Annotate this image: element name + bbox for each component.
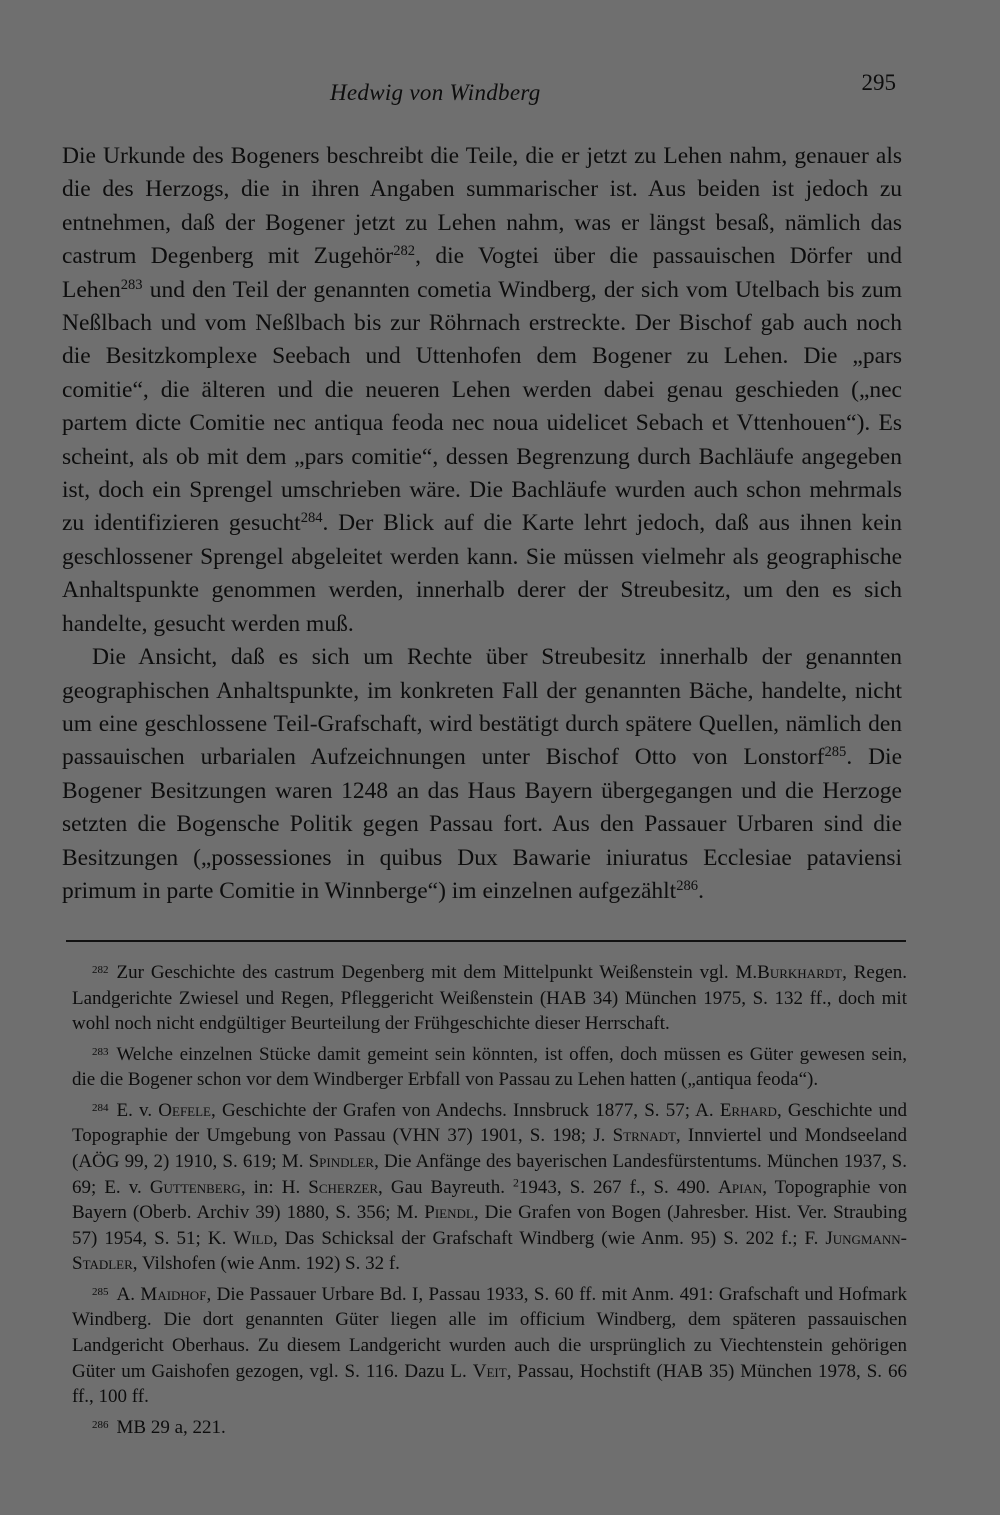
footnote-ref-286[interactable]: 286 bbox=[676, 877, 699, 894]
footnote-number: 283 bbox=[92, 1045, 109, 1058]
paragraph-2: Die Ansicht, daß es sich um Rechte über Streubesitz innerhalb der genannten geographischen Anhaltspunkte, im konkreten Fall der genannten Bäche, handelte, nicht um eine geschlossene Teil-Grafschaft, wird bestätigt durch spätere Quellen, nämlich den passauischen urbarialen Aufzeichnungen unter Bischof Otto von Lonstorf$^{285}$. Die Bogener Besitzungen waren 1248 an das Haus Bayern übergegangen und die Herzoge setzten die Bogensche Politik gegen Passau fort. Aus den Passauer Urbaren sind die Besitzungen („possessiones in quibus Dux Bawarie iniuratus Ecclesiae pataviensi primum in parte Comitie in Winnberge“) im einzelnen aufgezählt$^{286}$. bbox=[62, 644, 902, 904]
footnote-ref-284[interactable]: 284 bbox=[300, 510, 323, 527]
footnote-ref-283[interactable]: 283 bbox=[120, 276, 143, 293]
footnote-285: 285 A. Maidhof, Die Passauer Urbare Bd. I, Passau 1933, S. 60 ff. mit Anm. 491: Grafschaft und Hofmark Windberg. Die dort genannten Güter liegen alle im officium Windberg, dem späteren passauischen Landgericht Oberhaus. Zu diesem Landgericht wurden auch die ursprünglich zu Viechtenstein gehörigen Güter um Gaishofen gezogen, vgl. S. 116. Dazu L. Veit, Passau, Hochstift (HAB 35) München 1978, S. 66 ff., 100 ff. bbox=[72, 1280, 907, 1410]
footnote-284: 284 E. v. Oefele, Geschichte der Grafen von Andechs. Innsbruck 1877, S. 57; A. Erhard, Geschichte und Topographie der Umgebung von Passau (VHN 37) 1901, S. 198; J. Strnadt, Innviertel und Mondseeland (AÖG 99, 2) 1910, S. 619; M. Spindler, Die Anfänge des bayerischen Landesfürstentums. München 1937, S. 69; E. v. Guttenberg, in: H. Scherzer, Gau Bayreuth. $^2$1943, S. 267 f., S. 490. Apian, Topographie von Bayern (Oberb. Archiv 39) 1880, S. 356; M. Piendl, Die Grafen von Bogen (Jahresber. Hist. Ver. Straubing 57) 1954, S. 51; K. Wild, Das Schicksal der Grafschaft Windberg (wie Anm. 95) S. 202 f.; F. Jungmann-Stadler, Vilshofen (wie Anm. 192) S. 32 f. bbox=[72, 1096, 907, 1277]
footnote-283: 283 Welche einzelnen Stücke damit gemeint sein könnten, ist offen, doch müssen es Güter gewesen sein, die die Bogener schon vor dem Windberger Erbfall von Passau zu Lehen hatten („antiqua feoda“). bbox=[72, 1040, 907, 1093]
footnote-286: 286 MB 29 a, 221. bbox=[72, 1413, 907, 1441]
footnote-number: 286 bbox=[92, 1418, 109, 1431]
footnote-ref-285[interactable]: 285 bbox=[824, 744, 847, 761]
running-head bbox=[60, 70, 896, 110]
footnote-divider bbox=[66, 940, 906, 942]
footnote-ref-282[interactable]: 282 bbox=[393, 243, 416, 260]
running-title: Hedwig von Windberg bbox=[330, 80, 541, 105]
footnote-number: 282 bbox=[92, 964, 109, 976]
footnote-282: 282 Zur Geschichte des castrum Degenberg mit dem Mittelpunkt Weißenstein vgl. M.Burkhardt, Regen. Landgerichte Zwiesel und Regen, Pfleggericht Weißenstein (HAB 34) München 1975, S. 132 ff., doch mit wohl noch nicht endgültiger Beurteilung der Frühgeschichte dieser Herrschaft. bbox=[72, 958, 907, 1037]
main-text bbox=[62, 140, 902, 908]
page-number: 295 bbox=[861, 70, 896, 95]
footnote-number: 284 bbox=[92, 1101, 109, 1114]
footnote-number: 285 bbox=[92, 1285, 109, 1298]
footnotes bbox=[72, 958, 907, 1443]
paragraph-1: Die Urkunde des Bogeners beschreibt die Teile, die er jetzt zu Lehen nahm, genauer als die des Herzogs, die in ihren Angaben summarischer ist. Aus beiden ist jedoch zu entnehmen, daß der Bogener jetzt zu Lehen nahm, was er längst besaß, nämlich das castrum Degenberg mit Zugehör$^{282}$, die Vogtei über die passauischen Dörfer und Lehen$^{283}$ und den Teil der genannten cometia Windberg, der sich vom Utelbach bis zum Neßlbach und vom Neßlbach bis zur Röhrnach erstreckte. Der Bischof gab auch noch die Besitzkomplexe Seebach und Uttenhofen dem Bogener zu Lehen. Die „pars comitie“, die älteren und die neueren Lehen werden dabei genau geschieden („nec partem dicte Comitie nec antiqua feoda nec noua uidelicet Sebach et Vttenhouen“). Es scheint, als ob mit dem „pars comitie“, dessen Begrenzung durch Bachläufe angegeben ist, doch ein Sprengel umschrieben wäre. Die Bachläufe wurden auch schon mehrmals zu identifizieren gesucht$^{284}$. Der Blick auf die Karte lehrt jedoch, daß aus ihnen kein geschlossener Sprengel abgeleitet werden kann. Sie müssen vielmehr als geographische Anhaltspunkte genommen werden, innerhalb derer der Streubesitz, um den es sich handelte, gesucht werden muß. bbox=[62, 143, 903, 637]
